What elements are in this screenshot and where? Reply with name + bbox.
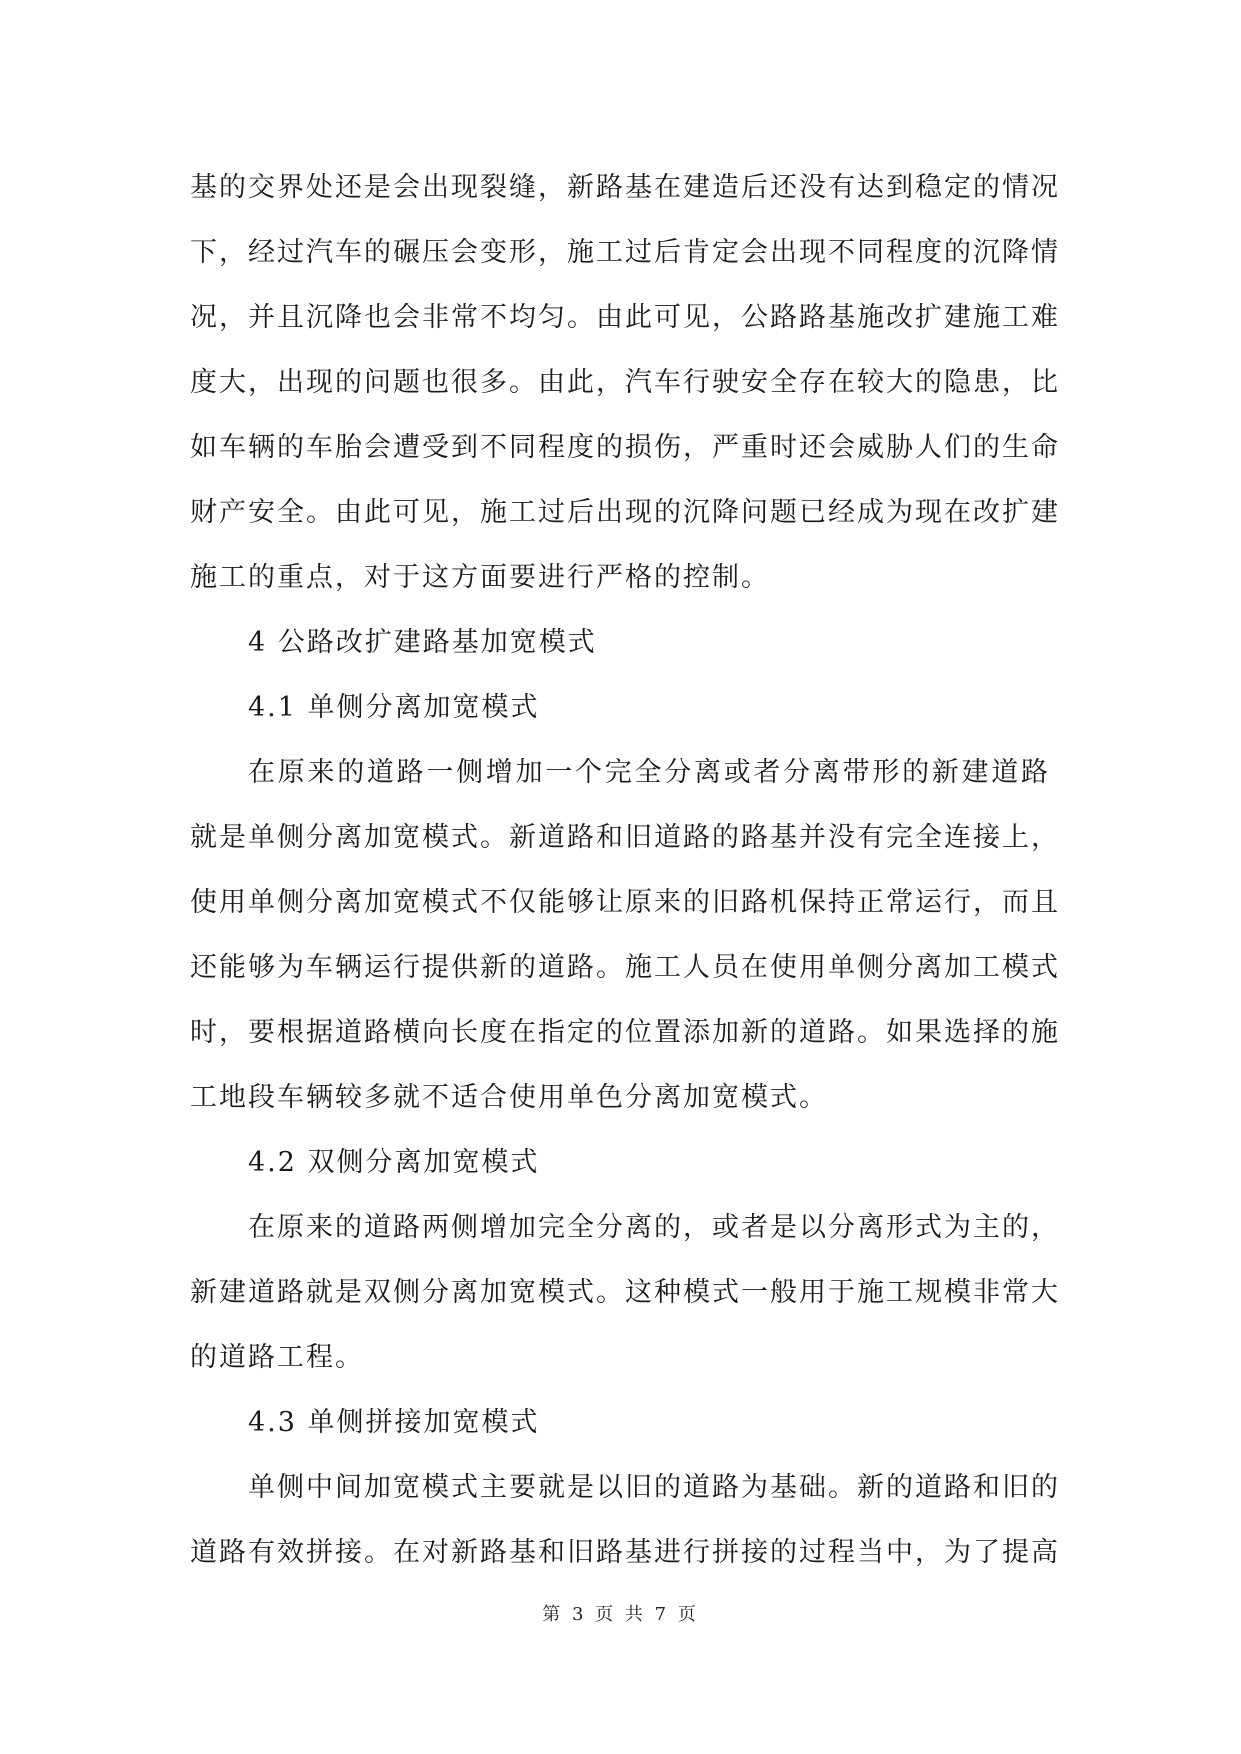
section-heading: 4 公路改扩建路基加宽模式: [248, 627, 597, 658]
paragraph-line: 单侧中间加宽模式主要就是以旧的道路为基础。新的道路和旧的: [248, 1472, 1060, 1503]
paragraph-line: 如车辆的车胎会遭受到不同程度的损伤，严重时还会威胁人们的生命: [190, 432, 1060, 463]
subsection-heading: 4.1 单侧分离加宽模式: [248, 692, 540, 723]
paragraph-line: 新建道路就是双侧分离加宽模式。这种模式一般用于施工规模非常大: [190, 1277, 1060, 1308]
paragraph-line: 下，经过汽车的碾压会变形，施工过后肯定会出现不同程度的沉降情: [190, 237, 1060, 268]
paragraph-line: 度大，出现的问题也很多。由此，汽车行驶安全存在较大的隐患，比: [190, 367, 1060, 398]
paragraph-line: 在原来的道路两侧增加完全分离的，或者是以分离形式为主的，: [248, 1212, 1060, 1243]
subsection-heading: 4.2 双侧分离加宽模式: [248, 1147, 540, 1178]
paragraph-line: 道路有效拼接。在对新路基和旧路基进行拼接的过程当中，为了提高: [190, 1537, 1060, 1568]
paragraph-line: 使用单侧分离加宽模式不仅能够让原来的旧路机保持正常运行，而且: [190, 887, 1060, 918]
paragraph-line: 就是单侧分离加宽模式。新道路和旧道路的路基并没有完全连接上，: [190, 822, 1060, 853]
paragraph-line: 况，并且沉降也会非常不均匀。由此可见，公路路基施改扩建施工难: [190, 302, 1060, 333]
paragraph-line: 时，要根据道路横向长度在指定的位置添加新的道路。如果选择的施: [190, 1017, 1060, 1048]
paragraph-line: 的道路工程。: [190, 1342, 364, 1373]
body-text: [190, 155, 1060, 1585]
paragraph-line: 基的交界处还是会出现裂缝，新路基在建造后还没有达到稳定的情况: [190, 172, 1060, 203]
paragraph-line: 在原来的道路一侧增加一个完全分离或者分离带形的新建道路: [248, 757, 1050, 788]
page-number-footer: 第 3 页 共 7 页: [542, 1604, 699, 1625]
paragraph-line: 工地段车辆较多就不适合使用单色分离加宽模式。: [190, 1082, 828, 1113]
paragraph-line: 还能够为车辆运行提供新的道路。施工人员在使用单侧分离加工模式: [190, 952, 1060, 983]
paragraph-line: 财产安全。由此可见，施工过后出现的沉降问题已经成为现在改扩建: [190, 497, 1060, 528]
subsection-heading: 4.3 单侧拼接加宽模式: [248, 1407, 540, 1438]
paragraph-line: 施工的重点，对于这方面要进行严格的控制。: [190, 562, 770, 593]
